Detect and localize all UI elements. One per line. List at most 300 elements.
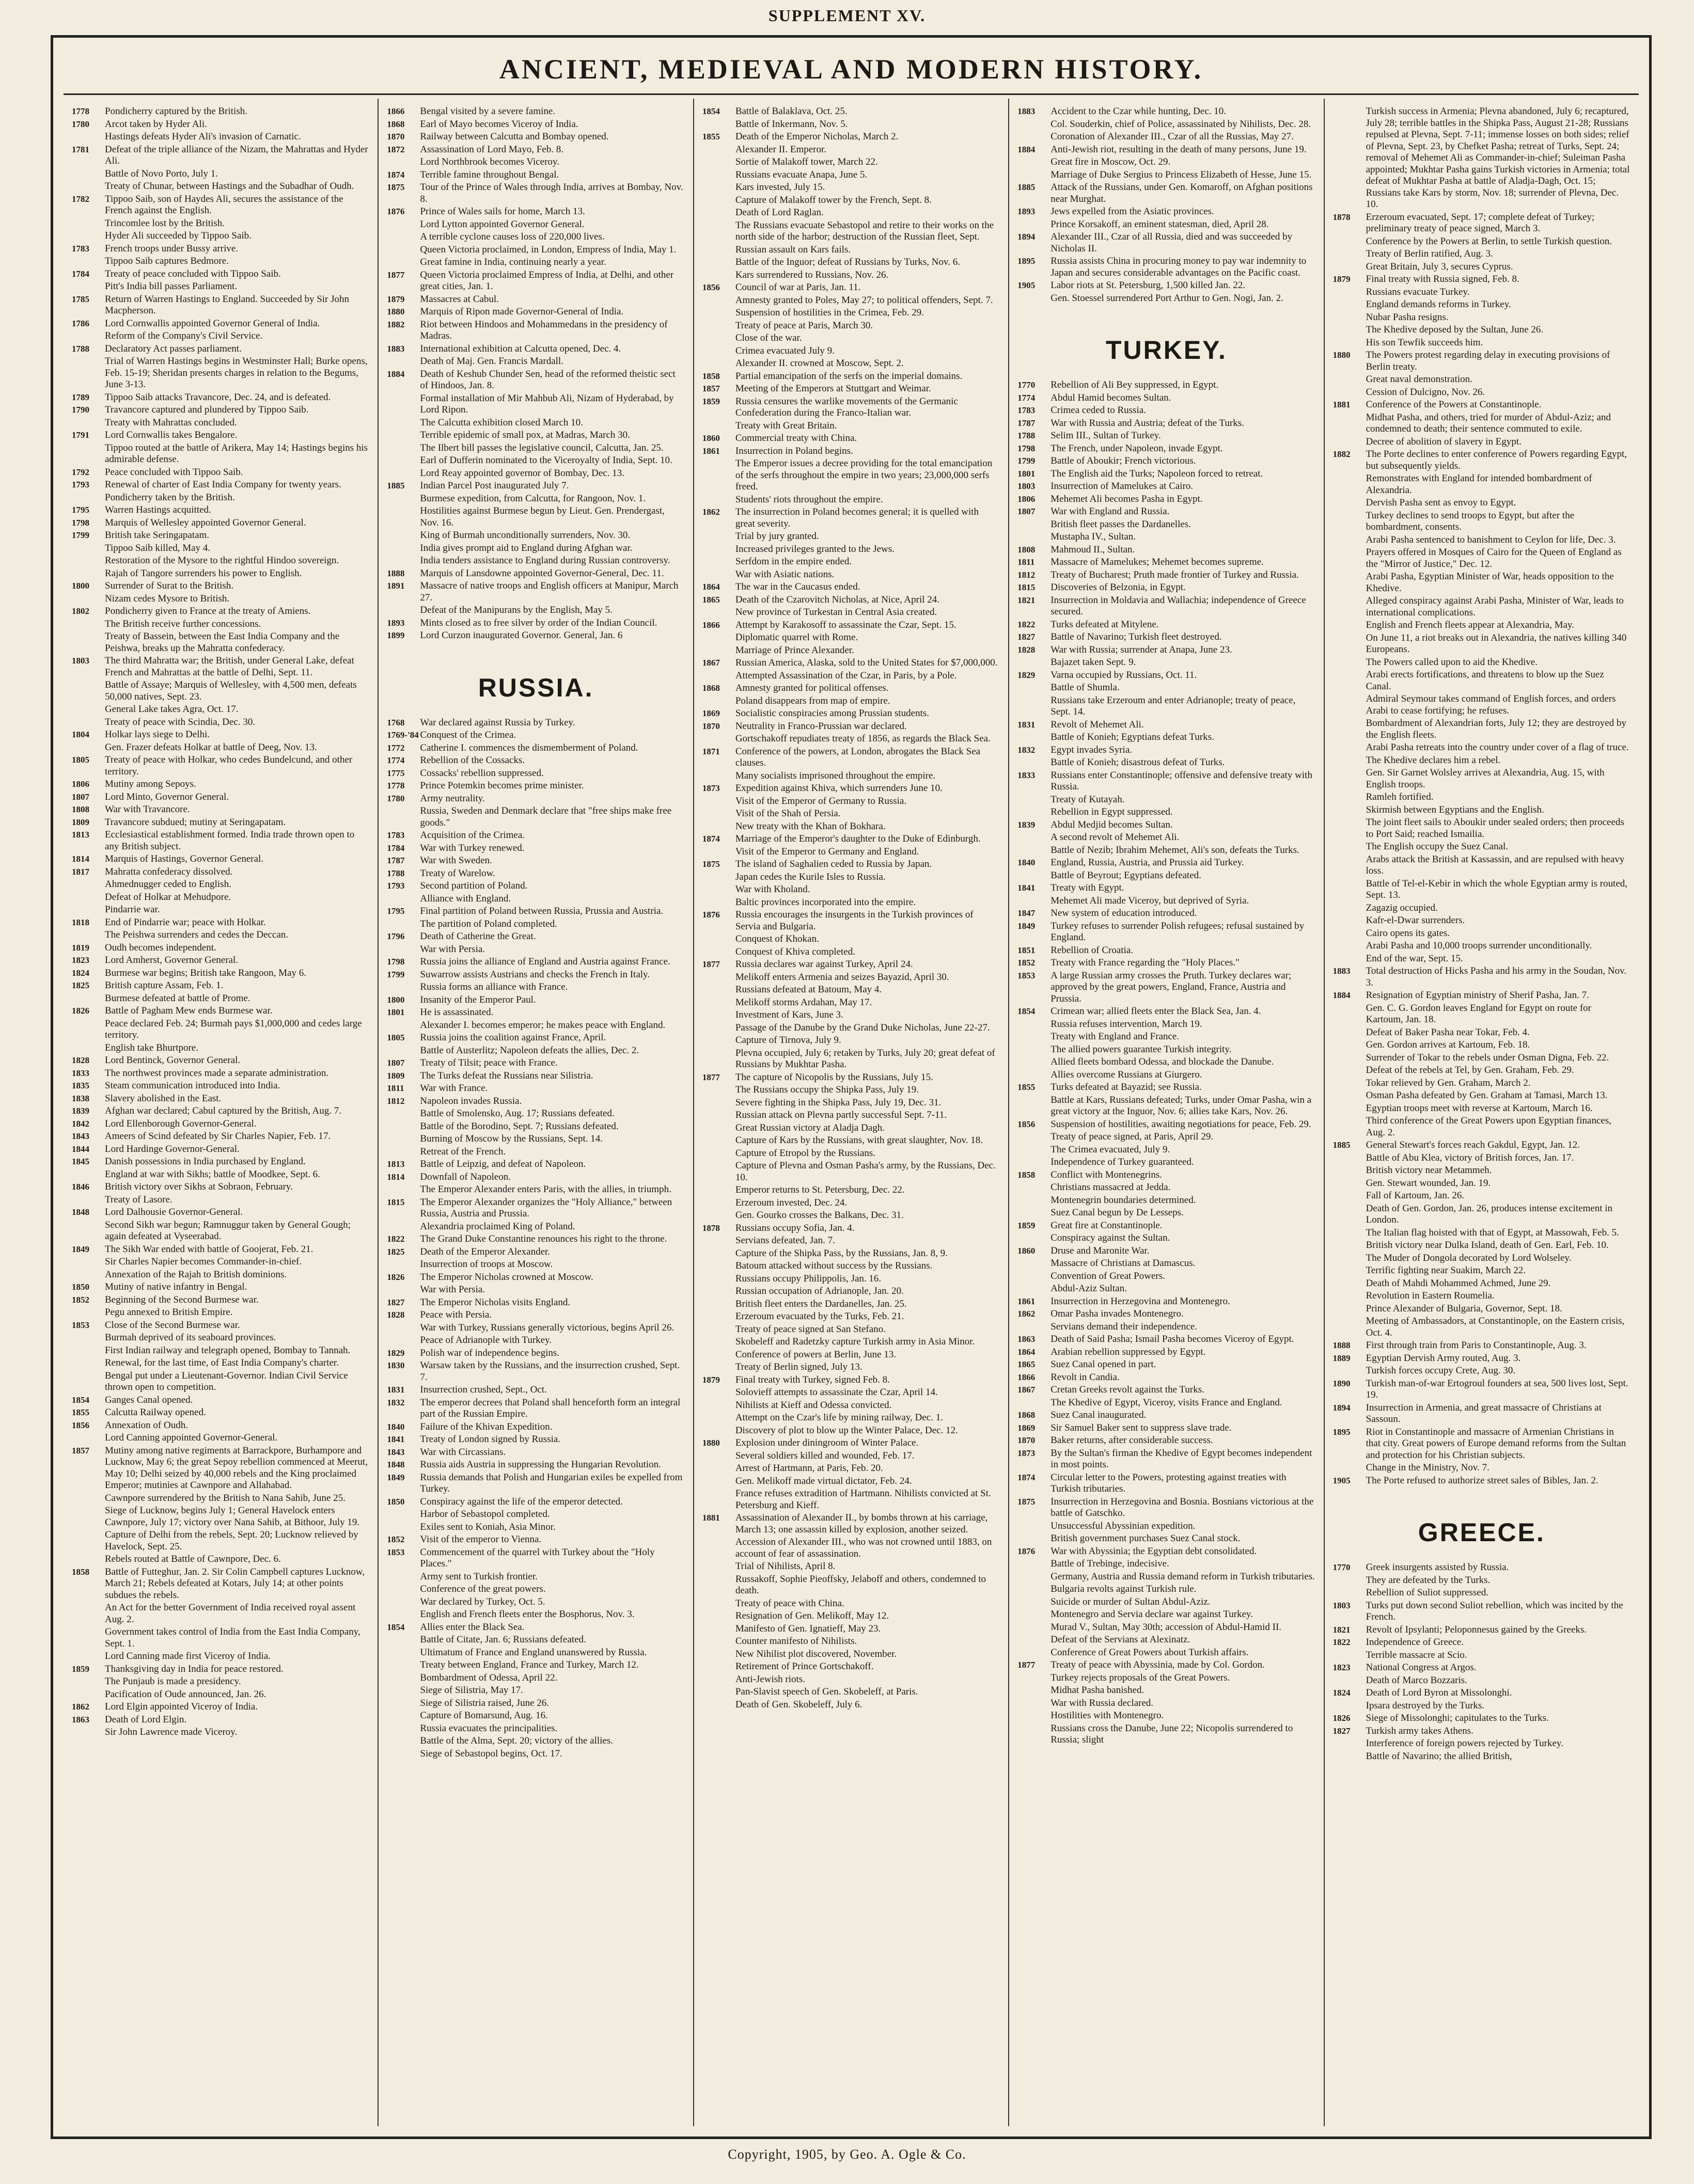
entry-year xyxy=(702,1197,735,1209)
entry-text: Death of Gen. Gordon, Jan. 26, produces intense excitement in London. xyxy=(1366,1202,1613,1225)
timeline-entry xyxy=(72,230,369,242)
entry-text: Arabi Pasha, Egyptian Minister of War, heads opposition to the Khedive. xyxy=(1366,571,1614,594)
entry-year xyxy=(387,1647,420,1659)
timeline-entry xyxy=(387,843,684,854)
entry-year: 1890 xyxy=(1332,1378,1351,1388)
entry-year: 1853 xyxy=(72,1320,89,1330)
timeline-entry xyxy=(387,1007,684,1019)
timeline-entry xyxy=(72,343,369,355)
entry-year: 1780 xyxy=(387,793,405,803)
entry-year: 1894 xyxy=(1017,232,1036,242)
entry-year xyxy=(702,244,735,256)
timeline-entry xyxy=(72,218,369,230)
timeline-entry xyxy=(387,543,684,555)
timeline-entry xyxy=(387,1348,684,1359)
timeline-entry xyxy=(1017,1634,1315,1646)
entry-year: 1801 xyxy=(387,1007,405,1017)
timeline-entry xyxy=(702,1561,1000,1573)
timeline-entry xyxy=(1333,1650,1630,1661)
entry-text: Treaty of Tilsit; peace with France. xyxy=(420,1057,558,1068)
entry-year: 1770 xyxy=(1332,1562,1351,1572)
timeline-entry xyxy=(1017,1609,1315,1621)
entry-text: Labor riots at St. Petersburg, 1,500 killed Jan. 22. xyxy=(1050,280,1246,291)
timeline-entry xyxy=(1017,1031,1315,1043)
entry-year xyxy=(702,1574,735,1597)
entry-year xyxy=(702,195,735,207)
entry-text: Battle of Nezib; Ibrahim Mehemet, Ali's son, defeats the Turks. xyxy=(1050,844,1299,856)
entry-year xyxy=(702,270,735,281)
entry-text: Conference of the Powers at Constantinople. xyxy=(1366,399,1542,410)
timeline-entry xyxy=(702,257,1000,268)
timeline-entry xyxy=(1333,1227,1630,1239)
entry-text: Restoration of the Mysore to the rightful Hindoo sovereign. xyxy=(105,555,339,566)
entry-year: 1798 xyxy=(72,517,89,528)
timeline-entry xyxy=(387,1647,684,1659)
entry-text: Midhat Pasha, and others, tried for murder of Abdul-Aziz; and condemned to death; their sentence commuted to exile. xyxy=(1366,412,1611,434)
entry-year xyxy=(702,1299,735,1310)
entry-year xyxy=(702,1311,735,1323)
timeline-entry xyxy=(72,1420,369,1432)
entry-text: Christians massacred at Jedda. xyxy=(1050,1182,1171,1193)
timeline-entry xyxy=(1017,1533,1315,1545)
entry-text: Bombardment of Alexandrian forts, July 12; they are destroyed by the English fleets. xyxy=(1366,718,1627,740)
entry-year: 1879 xyxy=(702,1374,720,1385)
entry-year xyxy=(702,1009,735,1021)
timeline-entry xyxy=(702,1336,1000,1348)
timeline-entry xyxy=(72,1689,369,1701)
entry-year: 1858 xyxy=(72,1566,89,1577)
entry-text: Conference of the powers, at London, abrogates the Black Sea clauses. xyxy=(735,746,981,768)
entry-year: 1824 xyxy=(1332,1688,1351,1698)
timeline-entry xyxy=(702,320,1000,332)
entry-year xyxy=(702,1286,735,1297)
timeline-entry xyxy=(1017,206,1315,218)
entry-text: Omar Pasha invades Montenegro. xyxy=(1050,1308,1184,1319)
timeline-entry xyxy=(387,1146,684,1158)
timeline-entry xyxy=(72,1093,369,1105)
timeline-entry xyxy=(72,294,369,317)
timeline-entry xyxy=(72,1370,369,1394)
timeline-entry xyxy=(387,730,684,741)
entry-year xyxy=(1017,794,1050,806)
entry-year: 1811 xyxy=(387,1083,404,1093)
entry-year: 1790 xyxy=(72,405,89,415)
entry-text: War with Travancore. xyxy=(105,804,190,815)
entry-year xyxy=(72,1370,105,1394)
timeline-entry xyxy=(72,968,369,979)
timeline-entry xyxy=(387,830,684,842)
timeline-entry xyxy=(72,330,369,342)
timeline-entry xyxy=(72,1207,369,1218)
timeline-entry xyxy=(72,1432,369,1444)
entry-year: 1849 xyxy=(387,1472,405,1482)
timeline-entry xyxy=(702,984,1000,996)
entry-year: 1855 xyxy=(72,1407,89,1417)
entry-year xyxy=(72,181,105,193)
entry-year xyxy=(1017,519,1050,531)
entry-year: 1812 xyxy=(387,1096,405,1106)
entry-year: 1831 xyxy=(1017,719,1036,730)
entry-text: Battle of Inkermann, Nov. 5. xyxy=(735,118,848,130)
entry-year: 1859 xyxy=(1017,1220,1036,1230)
text-column xyxy=(1325,99,1639,2126)
entry-year: 1859 xyxy=(702,396,720,406)
timeline-entry xyxy=(702,282,1000,294)
entry-text: Russian attack on Plevna partly successful Sept. 7-11. xyxy=(735,1110,947,1120)
timeline-entry xyxy=(72,256,369,267)
timeline-entry xyxy=(387,417,684,429)
timeline-entry xyxy=(702,345,1000,357)
entry-text: Abdul-Aziz Sultan. xyxy=(1050,1283,1127,1294)
timeline-entry xyxy=(72,1294,369,1306)
timeline-entry xyxy=(72,606,369,618)
timeline-entry xyxy=(1333,236,1630,248)
timeline-entry xyxy=(702,872,1000,883)
entry-year: 1815 xyxy=(1017,582,1036,592)
timeline-entry xyxy=(1017,921,1315,944)
entry-year xyxy=(72,892,105,904)
entry-year: 1822 xyxy=(1332,1637,1351,1647)
timeline-entry xyxy=(72,779,369,790)
entry-text: Treaty of Warelow. xyxy=(420,867,495,879)
entry-text: Riot between Hindoos and Mohammedans in the presidency of Madras. xyxy=(420,319,668,341)
timeline-entry xyxy=(702,1512,1000,1536)
entry-text: Attempt by Karakosoff to assassinate the Czar, Sept. 15. xyxy=(735,619,956,630)
entry-text: Treaty of peace signed, at Paris, April 29. xyxy=(1050,1131,1214,1142)
entry-text: Conflict with Montenegrins. xyxy=(1050,1169,1163,1180)
entry-year xyxy=(702,458,735,493)
entry-year xyxy=(702,1035,735,1047)
timeline-entry xyxy=(72,168,369,180)
entry-year: 1874 xyxy=(1017,1472,1036,1482)
entry-year: 1852 xyxy=(72,1294,89,1305)
timeline-entry xyxy=(387,294,684,306)
entry-text: Declaratory Act passes parliament. xyxy=(105,343,242,354)
entry-year xyxy=(1333,1265,1366,1277)
entry-text: Unsuccessful Abyssinian expedition. xyxy=(1050,1520,1196,1531)
entry-year: 1788 xyxy=(1017,431,1036,440)
entry-text: Napoleon invades Russia. xyxy=(420,1095,522,1106)
entry-year xyxy=(387,1322,420,1334)
timeline-entry xyxy=(387,982,684,993)
entry-text: Increased privileges granted to the Jews. xyxy=(735,543,895,555)
timeline-entry xyxy=(1333,497,1630,509)
timeline-entry xyxy=(72,1269,369,1281)
entry-text: Mints closed as to free silver by order of the Indian Council. xyxy=(420,617,657,628)
entry-text: Earl of Mayo becomes Viceroy of India. xyxy=(420,118,578,130)
entry-text: Capture of Plevna and Osman Pasha's army, by the Russians, Dec. 10. xyxy=(735,1160,996,1183)
entry-text: Acquisition of the Crimea. xyxy=(420,830,525,841)
entry-year xyxy=(1017,732,1050,743)
timeline-entry xyxy=(72,417,369,429)
timeline-entry xyxy=(387,868,684,880)
entry-text: Cretan Greeks revolt against the Turks. xyxy=(1050,1384,1204,1395)
timeline-entry xyxy=(72,1320,369,1332)
timeline-entry xyxy=(1017,455,1315,467)
timeline-entry xyxy=(702,1072,1000,1084)
timeline-entry xyxy=(387,742,684,754)
timeline-entry xyxy=(702,119,1000,131)
entry-text: Neutrality in Franco-Prussian war declared. xyxy=(735,720,907,732)
timeline-entry xyxy=(1333,1738,1630,1750)
timeline-entry xyxy=(1017,144,1315,156)
entry-text: Defeat of Holkar at Mehudpore. xyxy=(105,891,231,903)
entry-year: 1785 xyxy=(72,294,89,304)
entry-year xyxy=(1333,817,1366,840)
entry-text: Insanity of the Emperor Paul. xyxy=(420,994,536,1005)
entry-text: Marriage of Prince Alexander. xyxy=(735,644,854,656)
timeline-entry xyxy=(1333,1027,1630,1039)
entry-year xyxy=(702,1661,735,1673)
timeline-entry xyxy=(1017,582,1315,594)
timeline-entry xyxy=(702,1488,1000,1511)
timeline-entry xyxy=(1017,405,1315,417)
entry-text: French troops under Bussy arrive. xyxy=(105,243,239,254)
entry-text: Lord Canning appointed Governor-General. xyxy=(105,1432,278,1443)
entry-text: Nizam cedes Mysore to British. xyxy=(105,593,230,604)
entry-year xyxy=(387,1259,420,1271)
entry-year xyxy=(702,933,735,945)
entry-text: Death of Catherine the Great. xyxy=(420,931,536,942)
entry-text: India tenders assistance to England during Russian controversy. xyxy=(420,555,670,566)
entry-year xyxy=(702,1324,735,1336)
entry-text: Army neutrality. xyxy=(420,793,485,804)
entry-text: Manifesto of Gen. Ignatieff, May 23. xyxy=(735,1623,881,1634)
entry-year: 1828 xyxy=(72,1055,89,1065)
entry-text: Death of Marco Bozzaris. xyxy=(1366,1674,1467,1686)
timeline-entry xyxy=(1017,1359,1315,1371)
entry-text: Conference of powers at Berlin, June 13. xyxy=(735,1349,897,1360)
entry-text: Tippoo Saib attacks Travancore, Dec. 24, and is defeated. xyxy=(105,391,331,403)
timeline-entry xyxy=(702,207,1000,219)
timeline-entry xyxy=(72,404,369,416)
entry-text: Several soldiers killed and wounded, Feb. 17. xyxy=(735,1450,915,1461)
timeline-entry xyxy=(1017,1006,1315,1018)
timeline-entry xyxy=(387,1509,684,1521)
entry-year: 1826 xyxy=(72,1006,89,1016)
timeline-entry xyxy=(1017,1384,1315,1396)
entry-year xyxy=(1333,1587,1366,1599)
entry-year xyxy=(1017,1283,1050,1295)
timeline-entry xyxy=(1333,1340,1630,1352)
entry-text: Batoum attacked without success by the Russians. xyxy=(735,1260,933,1271)
timeline-entry xyxy=(702,1623,1000,1635)
entry-year: 1884 xyxy=(1017,144,1036,154)
entry-year xyxy=(1333,915,1366,927)
entry-text: Russia joins the coalition against France, April. xyxy=(420,1032,606,1043)
entry-text: Arabi erects fortifications, and threatens to blow up the Suez Canal. xyxy=(1366,669,1604,692)
entry-text: Lord Cornwallis takes Bengalore. xyxy=(105,430,238,440)
entry-year xyxy=(387,1108,420,1120)
timeline-entry xyxy=(702,946,1000,958)
entry-year xyxy=(1017,1710,1050,1722)
timeline-entry xyxy=(1333,817,1630,840)
timeline-entry xyxy=(1017,908,1315,920)
entry-year xyxy=(1333,1203,1366,1226)
timeline-entry xyxy=(387,206,684,218)
entry-text: Treaty of peace at Paris, March 30. xyxy=(735,320,873,331)
entry-text: The Emperor Nicholas crowned at Moscow. xyxy=(420,1271,593,1283)
entry-text: Annexation of Oudh. xyxy=(105,1419,188,1431)
timeline-entry xyxy=(1017,1723,1315,1746)
timeline-entry xyxy=(1333,274,1630,286)
timeline-entry xyxy=(1017,1334,1315,1346)
timeline-entry xyxy=(1333,534,1630,546)
entry-year: 1808 xyxy=(1017,544,1036,555)
entry-year: 1854 xyxy=(72,1395,89,1405)
entry-text: Travancore captured and plundered by Tippoo Saib. xyxy=(105,404,309,415)
timeline-entry xyxy=(387,1309,684,1321)
entry-text: Suspension of hostilities, awaiting negotiations for peace, Feb. 29. xyxy=(1050,1118,1311,1130)
entry-text: England demands reforms in Turkey. xyxy=(1366,299,1511,310)
entry-year xyxy=(1333,693,1366,717)
timeline-entry xyxy=(387,805,684,829)
entry-year: 1888 xyxy=(1332,1340,1351,1350)
timeline-entry xyxy=(1333,1178,1630,1190)
entry-text: Cairo opens its gates. xyxy=(1366,927,1450,939)
entry-year: 1858 xyxy=(1017,1169,1036,1180)
timeline-entry xyxy=(1333,1065,1630,1077)
entry-year: 1813 xyxy=(72,830,89,840)
entry-text: Kars invested, July 15. xyxy=(735,182,825,193)
entry-text: Marquis of Wellesley appointed Governor General. xyxy=(105,517,306,528)
timeline-entry xyxy=(72,717,369,729)
timeline-entry xyxy=(702,1248,1000,1260)
entry-text: Death of the Czarovitch Nicholas, at Nice, April 24. xyxy=(735,594,939,605)
entry-text: International exhibition at Calcutta opened, Dec. 4. xyxy=(420,343,621,354)
entry-year xyxy=(1017,1596,1050,1608)
timeline-entry xyxy=(702,1084,1000,1096)
timeline-entry xyxy=(1333,990,1630,1002)
entry-text: Solovieff attempts to assassinate the Czar, April 14. xyxy=(735,1387,938,1398)
entry-text: Many socialists imprisoned throughout the empire. xyxy=(735,770,936,781)
entry-year xyxy=(1333,767,1366,790)
entry-text: Crimea evacuated July 9. xyxy=(735,345,835,356)
timeline-entry xyxy=(1017,1182,1315,1194)
timeline-entry xyxy=(1333,792,1630,803)
timeline-entry xyxy=(387,1748,684,1760)
entry-year xyxy=(1017,1558,1050,1570)
entry-year: 1778 xyxy=(387,781,405,790)
entry-year xyxy=(72,1194,105,1206)
entry-year: 1825 xyxy=(387,1246,405,1257)
timeline-entry xyxy=(702,721,1000,733)
entry-year: 1850 xyxy=(72,1282,89,1292)
timeline-entry xyxy=(72,1357,369,1369)
entry-year xyxy=(387,1748,420,1760)
entry-text: Rebellion of Ali Bey suppressed, in Egypt. xyxy=(1050,379,1219,390)
entry-year xyxy=(702,220,735,243)
entry-year: 1817 xyxy=(72,866,89,877)
timeline-entry xyxy=(72,1445,369,1492)
entry-text: Mahratta confederacy dissolved. xyxy=(105,866,233,877)
entry-year: 1884 xyxy=(387,369,405,379)
entry-text: Insurrection in Poland begins. xyxy=(735,445,853,456)
timeline-entry xyxy=(702,959,1000,971)
timeline-entry xyxy=(1333,1253,1630,1264)
timeline-entry xyxy=(72,1244,369,1256)
entry-year xyxy=(72,168,105,180)
timeline-entry xyxy=(1333,1624,1630,1636)
entry-year: 1824 xyxy=(72,968,89,978)
entry-text: Murad V., Sultan, May 30th; accession of Abdul-Hamid II. xyxy=(1050,1621,1282,1633)
entry-year xyxy=(387,1634,420,1646)
entry-text: Insurrection in Armenia, and great massacre of Christians at Sassoun. xyxy=(1366,1402,1602,1425)
entry-text: The Khedive of Egypt, Viceroy, visits France and England. xyxy=(1050,1397,1282,1408)
entry-year xyxy=(1333,1700,1366,1712)
entry-text: Cawnpore surrendered by the British to Nana Sahib, June 25. xyxy=(105,1492,346,1504)
entry-year xyxy=(1333,620,1366,631)
entry-year xyxy=(387,219,420,231)
entry-text: Visit of the Shah of Persia. xyxy=(735,808,841,819)
timeline-entry xyxy=(387,1045,684,1057)
entry-year xyxy=(72,230,105,242)
timeline-entry xyxy=(1333,106,1630,211)
entry-year: 1885 xyxy=(1332,1140,1351,1150)
entry-year: 1841 xyxy=(1017,883,1036,893)
entry-year xyxy=(702,156,735,168)
timeline-entry xyxy=(702,1463,1000,1475)
entry-text: Pegu annexed to British Empire. xyxy=(105,1307,233,1318)
entry-text: Treaty with Great Britain. xyxy=(735,420,837,431)
entry-text: Dervish Pasha sent as envoy to Egypt. xyxy=(1366,497,1516,508)
timeline-entry xyxy=(387,1384,684,1396)
timeline-entry xyxy=(387,455,684,467)
entry-text: Fall of Kartoum, Jan. 26. xyxy=(1366,1190,1465,1201)
timeline-entry xyxy=(702,607,1000,619)
entry-year: 1881 xyxy=(1332,400,1351,409)
entry-text: Montenegro and Servia declare war against Turkey. xyxy=(1050,1609,1253,1620)
timeline-entry xyxy=(387,430,684,441)
timeline-entry xyxy=(1333,718,1630,741)
entry-year: 1884 xyxy=(1332,990,1351,1000)
timeline-entry xyxy=(702,821,1000,833)
timeline-entry xyxy=(1017,1271,1315,1283)
entry-text: Capture of Etropol by the Russians. xyxy=(735,1147,876,1159)
timeline-entry xyxy=(1333,1240,1630,1252)
entry-year: 1891 xyxy=(387,581,405,591)
entry-text: Final treaty with Russia signed, Feb. 8. xyxy=(1366,274,1519,284)
timeline-entry xyxy=(72,853,369,865)
entry-year xyxy=(1017,293,1050,305)
entry-text: Rebellion of Croatia. xyxy=(1050,944,1134,956)
entry-year xyxy=(387,231,420,243)
entry-text: Students' riots throughout the empire. xyxy=(735,494,883,505)
entry-text: Severe fighting in the Shipka Pass, July 19, Dec. 31. xyxy=(735,1097,942,1108)
entry-text: Lord Hardinge Governor-General. xyxy=(105,1143,240,1154)
entry-year xyxy=(387,156,420,168)
entry-year xyxy=(1333,1575,1366,1587)
entry-text: Battle of Tel-el-Kebir in which the whole Egyptian army is routed, Sept. 13. xyxy=(1366,878,1628,900)
timeline-entry xyxy=(702,383,1000,395)
entry-year xyxy=(72,131,105,143)
timeline-entry xyxy=(72,829,369,852)
entry-year xyxy=(387,442,420,454)
timeline-entry xyxy=(702,1636,1000,1648)
entry-text: Skirmish between Egyptians and the English. xyxy=(1366,804,1544,815)
entry-year: 1856 xyxy=(702,282,720,292)
timeline-entry xyxy=(702,1311,1000,1323)
entry-text: Railway between Calcutta and Bombay opened. xyxy=(420,131,609,142)
timeline-entry xyxy=(1333,1378,1630,1401)
entry-text: Revolt in Candia. xyxy=(1050,1371,1120,1383)
timeline-entry xyxy=(1333,1575,1630,1587)
timeline-entry xyxy=(1017,1321,1315,1333)
timeline-entry xyxy=(387,1057,684,1069)
timeline-entry xyxy=(702,1476,1000,1487)
entry-year xyxy=(702,1463,735,1475)
entry-year xyxy=(702,1022,735,1034)
